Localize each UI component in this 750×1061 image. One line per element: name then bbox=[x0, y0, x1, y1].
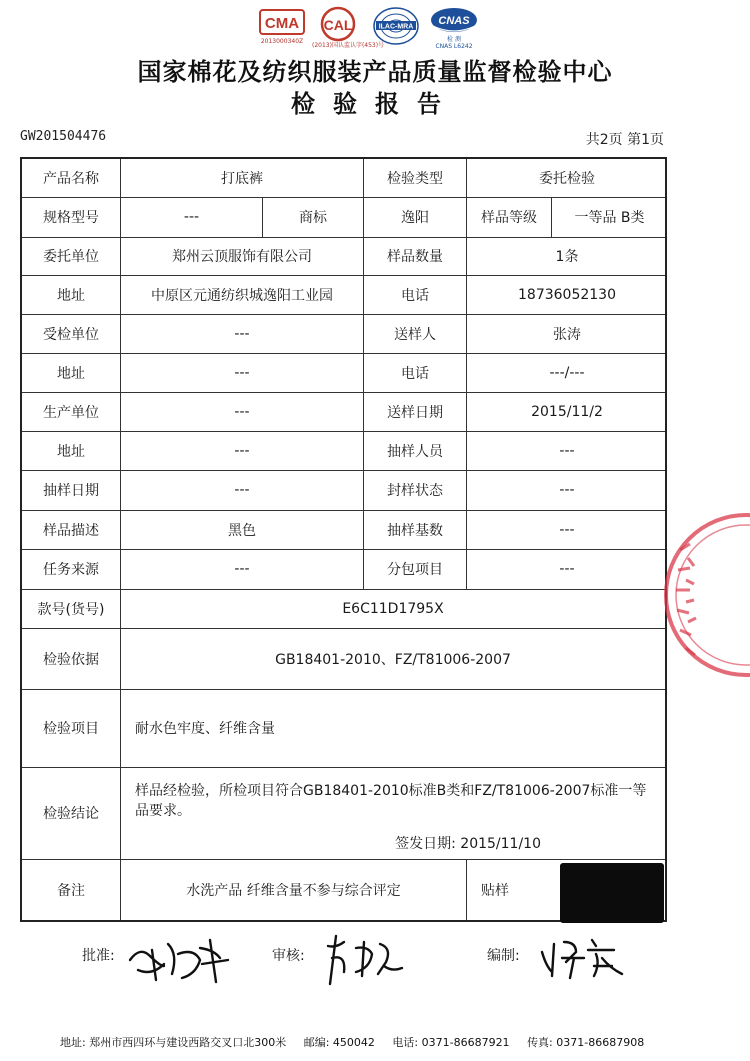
field-label: 分包项目 bbox=[364, 549, 467, 589]
field-label: 送样日期 bbox=[364, 392, 467, 431]
field-label: 地址 bbox=[22, 431, 121, 470]
cma-caption: 2013000340Z bbox=[260, 38, 304, 45]
table-row bbox=[22, 275, 665, 315]
field-label: 电话 bbox=[364, 275, 467, 314]
conclusion-cell bbox=[121, 767, 665, 859]
items-row bbox=[22, 689, 665, 768]
svg-text:ILAC-MRA: ILAC-MRA bbox=[378, 23, 414, 31]
style-number-row bbox=[22, 589, 665, 629]
field-label: 抽样基数 bbox=[364, 510, 467, 549]
items-value: 耐水色牢度、纤维含量 bbox=[135, 721, 275, 737]
field-value: 黑色 bbox=[121, 510, 364, 549]
conclusion-row bbox=[22, 767, 665, 860]
issue-date: 签发日期: 2015/11/10 bbox=[395, 836, 541, 852]
table-row bbox=[22, 510, 665, 550]
field-value: --- bbox=[559, 561, 575, 577]
footer-phone: 电话: 0371-86687921 bbox=[392, 1036, 510, 1049]
field-label: 商标 bbox=[263, 197, 364, 237]
review-label: 审核: bbox=[272, 948, 305, 964]
field-value: --- bbox=[121, 314, 364, 353]
field-value: --- bbox=[121, 431, 364, 470]
svg-text:CMA: CMA bbox=[264, 15, 300, 32]
footer-fax: 传真: 0371-86687908 bbox=[527, 1036, 645, 1049]
field-label: 样品数量 bbox=[364, 237, 467, 275]
field-value: ---/--- bbox=[549, 364, 585, 381]
field-value: 打底裤 bbox=[121, 159, 364, 197]
table-row bbox=[22, 470, 665, 511]
cal-caption: (2013)国认监认字(453)号 bbox=[312, 42, 385, 49]
field-value: 1条 bbox=[555, 249, 579, 265]
table-row bbox=[22, 353, 665, 393]
field-label: 送样人 bbox=[364, 314, 467, 353]
reviewer-signature bbox=[318, 928, 410, 988]
certification-logos bbox=[256, 6, 486, 52]
cma-logo bbox=[256, 6, 308, 52]
table-row bbox=[22, 197, 665, 238]
field-value: --- bbox=[559, 521, 575, 538]
field-value: 逸阳 bbox=[364, 197, 467, 237]
page-info: 共2页 第1页 bbox=[585, 132, 664, 148]
field-value: 18736052130 bbox=[518, 286, 616, 303]
redacted-block bbox=[560, 863, 664, 923]
items-label: 检验项目 bbox=[22, 689, 121, 767]
field-value: 一等品 B类 bbox=[574, 210, 645, 226]
cnas-caption: CNAS L6242 bbox=[435, 43, 473, 50]
footer-address: 地址: 郑州市西四环与建设西路交叉口北300米 bbox=[60, 1036, 287, 1049]
cnas-logo bbox=[428, 6, 480, 52]
table-row bbox=[22, 431, 665, 471]
table-row bbox=[22, 392, 665, 432]
report-number: GW201504476 bbox=[20, 129, 107, 144]
field-label: 抽样人员 bbox=[364, 431, 467, 470]
approver-signature bbox=[122, 930, 242, 988]
report-title: 检验报告 bbox=[291, 89, 459, 118]
field-value: --- bbox=[121, 392, 364, 431]
compiler-signature bbox=[534, 928, 630, 986]
field-value: 张涛 bbox=[553, 326, 581, 343]
svg-text:CNAS: CNAS bbox=[438, 15, 470, 27]
basis-value: GB18401-2010、FZ/T81006-2007 bbox=[275, 651, 511, 668]
table-row bbox=[22, 314, 665, 354]
field-label: 电话 bbox=[364, 353, 467, 392]
basis-row bbox=[22, 628, 665, 690]
field-label: 地址 bbox=[22, 353, 121, 392]
style-number-label: 款号(货号) bbox=[22, 589, 121, 628]
field-label: 检验类型 bbox=[364, 159, 467, 197]
field-label: 规格型号 bbox=[22, 197, 121, 237]
field-value: 2015/11/2 bbox=[531, 403, 603, 420]
field-label: 受检单位 bbox=[22, 314, 121, 353]
ilac-mra-logo bbox=[370, 6, 422, 52]
svg-text:CAL: CAL bbox=[323, 17, 353, 33]
table-row bbox=[22, 159, 665, 198]
field-label: 样品等级 bbox=[467, 197, 552, 237]
cal-logo bbox=[312, 6, 385, 52]
approve-label: 批准: bbox=[82, 948, 115, 964]
field-value: --- bbox=[121, 353, 364, 392]
field-label: 任务来源 bbox=[22, 549, 121, 589]
field-value: --- bbox=[559, 442, 575, 459]
field-value: --- bbox=[121, 197, 263, 237]
field-value: 郑州云顶服饰有限公司 bbox=[121, 237, 364, 275]
cnas-caption-top: 检 测 bbox=[447, 36, 461, 43]
report-table bbox=[20, 157, 667, 922]
conclusion-text: 样品经检验，所检项目符合GB18401-2010标准B类和FZ/T81006-2007标准一等品要求。 bbox=[135, 783, 647, 819]
inspection-seal-stamp bbox=[660, 510, 750, 680]
sample-attach-label: 贴样 bbox=[481, 882, 509, 899]
field-label: 封样状态 bbox=[364, 470, 467, 510]
table-row bbox=[22, 549, 665, 590]
footer-contact bbox=[60, 1034, 658, 1050]
style-number-value: E6C11D1795X bbox=[342, 600, 444, 617]
field-value: 委托检验 bbox=[539, 171, 595, 187]
field-label: 产品名称 bbox=[22, 159, 121, 197]
field-label: 委托单位 bbox=[22, 237, 121, 275]
conclusion-label: 检验结论 bbox=[22, 767, 121, 859]
field-value: --- bbox=[121, 470, 364, 510]
table-row bbox=[22, 237, 665, 276]
field-label: 样品描述 bbox=[22, 510, 121, 549]
field-label: 抽样日期 bbox=[22, 470, 121, 510]
field-value: --- bbox=[121, 549, 364, 589]
remarks-value: 水洗产品 纤维含量不参与综合评定 bbox=[121, 859, 467, 920]
field-value: 中原区元通纺织城逸阳工业园 bbox=[121, 275, 364, 314]
basis-label: 检验依据 bbox=[22, 628, 121, 689]
compile-label: 编制: bbox=[487, 948, 520, 964]
footer-postcode: 邮编: 450042 bbox=[303, 1036, 375, 1049]
field-label: 地址 bbox=[22, 275, 121, 314]
remarks-label: 备注 bbox=[22, 859, 121, 920]
field-label: 生产单位 bbox=[22, 392, 121, 431]
organization-title: 国家棉花及纺织服装产品质量监督检验中心 bbox=[137, 57, 613, 86]
field-value: --- bbox=[559, 482, 575, 498]
